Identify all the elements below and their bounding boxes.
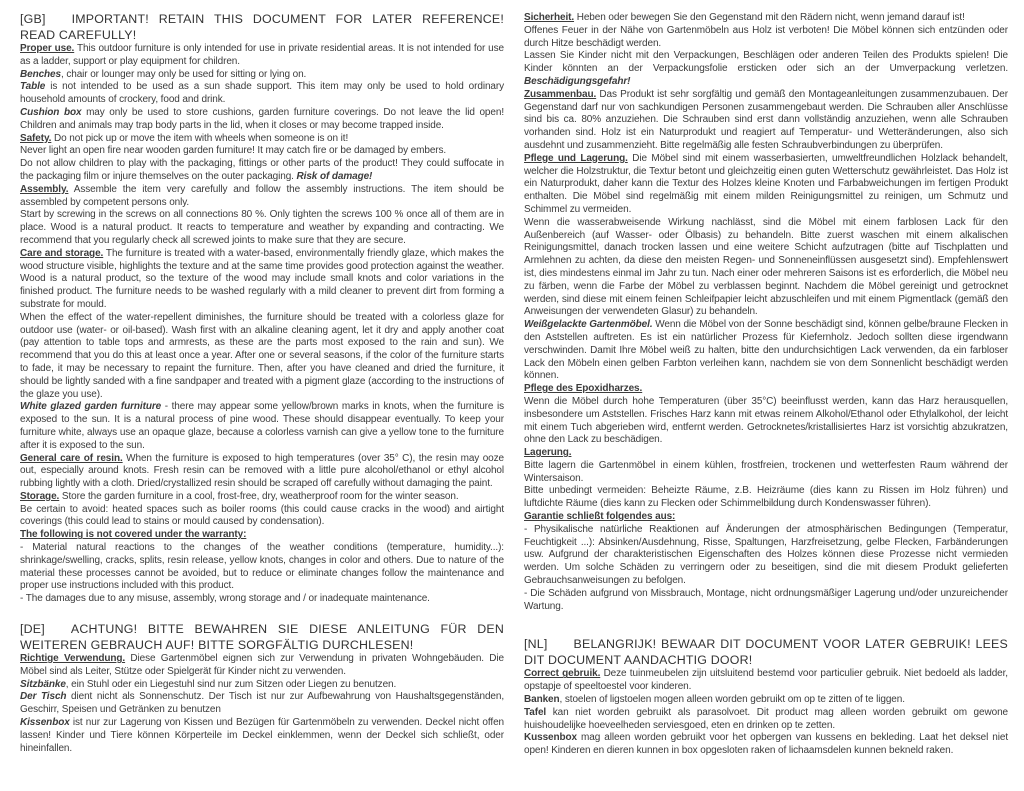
text-run: Care and storage. xyxy=(20,247,104,259)
paragraph xyxy=(20,453,504,491)
text-run: When the effect of the water-repellent diminishes, the furniture should be treated with a colorless glaze for outdoor use (water- or oil-based). Wash first with an alkaline cleaning agent, let it dry and apply another coat (pay attention to table tops and armrests, as these are the parts most exposed to the rain and sun). We recommend that you do this at least once a year. After one or several seasons, if the color of the furniture starts to fade, it may be necessary to repaint the furniture. Then, after you have cleaned and dried the furniture, it should be lightly sanded with a fine sandpaper and treated with a pigment glaze (according to the instructions of the glaze you use). xyxy=(20,311,504,400)
text-run: Store the garden furniture in a cool, frost-free, dry, weatherproof room for the winter season. xyxy=(59,490,459,502)
paragraph xyxy=(524,319,1008,383)
text-run: Zusammenbau. xyxy=(524,88,597,100)
paragraph xyxy=(524,50,1008,88)
paragraph xyxy=(20,717,504,755)
text-run: Kussenbox xyxy=(524,732,578,744)
text-run: Sicherheit. xyxy=(524,12,575,23)
language-tag: [DE] xyxy=(20,622,45,637)
paragraph xyxy=(20,133,504,146)
heading-text: BELANGRIJK! BEWAAR DIT DOCUMENT VOOR LATER GEBRUIK! LEES DIT DOCUMENT AANDACHTIG DOOR! xyxy=(524,637,1008,667)
paragraph xyxy=(20,542,504,593)
text-run: This outdoor furniture is only intended for use in private residential areas. It is not intended for use as a ladder, support or play equipment for children. xyxy=(20,43,504,67)
text-run: dient nicht als Sonnenschutz. Der Tisch ist nur zur Aufbewahrung von Haushaltsgegenständen, Geschirr, Speisen und Getränken zu benutzen xyxy=(20,691,505,716)
paragraph xyxy=(20,158,504,184)
text-run: Pflege des Epoxidharzes. xyxy=(524,383,643,395)
paragraph xyxy=(524,12,1008,25)
text-run: Wenn die Möbel durch hohe Temperaturen (über 35°C) beeinflusst werden, kann das Harz herausquellen, insbesondere um Aststellen. Frisches Harz kann mit etwas reinem Alkohol/Ethanol oder Ethylalkohol, der leicht mit einem Tuch abgerieben wird, entfernt werden. Getrocknetes/kristallisiertes Harz ist vorsichtig abzukratzen, ohne den Lack zu beschädigen. xyxy=(524,395,1008,446)
paragraph xyxy=(524,89,1008,153)
text-run: , stoelen of ligstoelen mogen alleen worden gebruikt om op te zitten of te liggen. xyxy=(559,694,905,706)
text-run: Do not pick up or move the item with wheels when someone is on it! xyxy=(51,132,349,144)
paragraph xyxy=(524,732,1008,758)
text-run: Tafel xyxy=(524,706,547,718)
text-run: Cushion box xyxy=(20,106,82,118)
paragraph xyxy=(20,81,504,107)
text-run: Weißgelackte Gartenmöbel. xyxy=(524,319,653,331)
heading-text: IMPORTANT! RETAIN THIS DOCUMENT FOR LATER REFERENCE! READ CAREFULLY! xyxy=(20,12,504,42)
paragraph xyxy=(524,588,1008,614)
text-run: - The damages due to any misuse, assembly, wrong storage and / or inadequate maintenance. xyxy=(20,593,430,605)
paragraph xyxy=(20,679,504,692)
text-run: Safety. xyxy=(20,132,52,144)
section-heading-nl xyxy=(524,637,1008,668)
text-run: Risk of damage! xyxy=(296,170,373,182)
section-heading-de xyxy=(20,622,504,653)
text-run: Proper use. xyxy=(20,43,75,54)
text-run: Bitte lagern die Gartenmöbel in einem kühlen, frostfreien, trockenen und wetterfesten Raum während der Wintersaison. xyxy=(524,459,1008,484)
section-heading-gb xyxy=(20,12,504,43)
paragraph xyxy=(20,107,504,133)
paragraph xyxy=(20,248,504,312)
paragraph xyxy=(20,312,504,402)
text-run: Richtige Verwendung. xyxy=(20,653,126,665)
paragraph xyxy=(20,209,504,247)
column-right xyxy=(524,12,1008,791)
text-run: ist nur zur Lagerung von Kissen und Bezügen für Gartenmöbeln zu verwenden. Deckel nicht offen lassen! Kinder und Tiere können Körperteile im Deckel einklemmen, wenn der Deckel sich schließt, oder hineinfallen. xyxy=(20,717,504,754)
section-gb xyxy=(20,12,504,606)
paragraph xyxy=(20,529,504,542)
text-run: Start by screwing in the screws on all connections 80 %. Only tighten the screws 100 % once all of them are in place. Wood is a natural product. It reacts to temperature and weather by expanding and contracting. We recommend that you regularly check all screwed joints to make sure that they are secure. xyxy=(20,209,504,246)
paragraph xyxy=(20,491,504,504)
text-run: Kissenbox xyxy=(20,717,70,729)
text-run: Deze tuinmeubelen zijn uitsluitend bestemd voor particulier gebruik. Niet bedoeld als ladder, opstapje of speeltoestel voor kinderen. xyxy=(524,668,1008,693)
text-run: Do not allow children to play with the packaging, fittings or other parts of the product! They could suffocate in the packaging film or injure themselves on the outer packaging. xyxy=(20,158,504,182)
paragraph xyxy=(524,396,1008,447)
text-run: is not intended to be used as a sun shade support. This item may only be used to hold ordinary household amounts of crockery, food and drink. xyxy=(20,81,504,106)
text-run: When the furniture is exposed to high temperatures (over 35° C), the resin may ooze out, especially around knots. Fresh resin can be removed with a little pure alcohol/ethanol or ethyl alcohol rubbing lightly with a cloth. Dried/crystallized resin should be scraped off carefully without damaging the paint. xyxy=(20,452,504,490)
text-run: Table xyxy=(20,81,46,93)
text-run: Sitzbänke xyxy=(20,678,66,690)
section-de xyxy=(20,622,504,755)
text-run: The furniture is treated with a water-based, environmentally friendly glaze, which makes the wood structure visible, highlights the texture and at the same time provides good protection against the weather. Wood is a natural product, so the texture of the wood may include small knots and color variations in the finished product. The furniture needs to be washed regularly with a mild cleaner to prevent dirt from forming a substrate for mould. xyxy=(20,247,504,310)
text-run: Diese Gartenmöbel eignen sich zur Verwendung in privaten Wohngebäuden. Die Möbel sind als Leiter, Stütze oder Spielgerät für Kinder nicht zu verwenden. xyxy=(20,653,504,677)
paragraph xyxy=(524,153,1008,217)
text-run: White glazed garden furniture xyxy=(20,401,162,413)
column-left xyxy=(20,12,504,791)
text-run: Never light an open fire near wooden garden furniture! It may catch fire or be damaged by embers. xyxy=(20,145,447,157)
text-run: Assemble the item very carefully and follow the assembly instructions. The item should be assembled by competent persons only. xyxy=(20,183,504,208)
text-run: Heben oder bewegen Sie den Gegenstand mit den Rädern nicht, wenn jemand darauf ist! xyxy=(574,12,965,23)
paragraph xyxy=(524,447,1008,460)
text-run: Be certain to avoid: heated spaces such as boiler rooms (this could cause cracks in the wood) and airtight coverings (this could lead to stains or mould caused by condensation). xyxy=(20,503,504,528)
text-run: Pflege und Lagerung. xyxy=(524,152,628,164)
text-run: Beschädigungsgefahr! xyxy=(524,75,631,87)
text-run: kan niet worden gebruikt als parasolvoet. Dit product mag alleen worden gebruikt om gewone huishoudelijke hoeveelheden serviesgoed, eten en drinken op te zetten. xyxy=(524,706,1008,731)
text-run: Lassen Sie Kinder nicht mit den Verpackungen, Beschlägen oder anderen Teilen des Produkts spielen! Die Kinder könnten an der Verpackungsfolie ersticken oder sich an der Umverpackung verletzen. xyxy=(524,50,1008,75)
paragraph xyxy=(524,524,1008,588)
paragraph xyxy=(20,43,504,69)
text-run: - Die Schäden aufgrund von Missbrauch, Montage, nicht ordnungsmäßiger Lagerung und/oder unzureichender Wartung. xyxy=(524,587,1008,612)
paragraph xyxy=(20,184,504,210)
text-run: Banken xyxy=(524,694,560,706)
text-run: Wenn die wasserabweisende Wirkung nachlässt, sind die Möbel mit einem farblosen Lack für den Außenbereich (auf Wasser- oder Ölbasis) zu behandeln. Bitte zuerst waschen mit einem alkalischen Reinigungsmittel, danach trocken lassen und eine weitere Schicht aufzutragen (bitte auf Tischplatten und Armlehnen zu achten, da diese den meisten Regen- und Sonneneinflüssen ausgesetzt sind). Empfehlenswert ist, dies mindestens einmal im Jahr zu tun. Nach einer oder mehreren Saisons ist es erforderlich, die Möbel neu zu färben, wenn die Farbe der Möbel zu verblassen beginnt. Nachdem die Möbel gereinigt und getrocknet werden, sind diese mit einem feinen Schleifpapier leicht abzuschleifen und mit einem Pigmentlack (gemäß den Anweisungen der verwendeten Glasur) zu behandeln. xyxy=(524,216,1008,318)
paragraph xyxy=(524,217,1008,319)
text-run: - there may appear some yellow/brown marks in knots, when the furniture is exposed to the sun. It is a natural process of pine wood. These should disappear eventually. To keep your furniture white, always use an opaque glaze, because a colorless varnish can give a yellow tone to the furniture after it is exposed to the sun. xyxy=(20,401,505,451)
paragraph xyxy=(524,485,1008,511)
paragraph xyxy=(524,383,1008,396)
text-run: Offenes Feuer in der Nähe von Gartenmöbeln aus Holz ist verboten! Die Möbel können sich entzünden oder durch Hitze beschädigt werden. xyxy=(524,24,1008,49)
paragraph xyxy=(20,653,504,679)
paragraph xyxy=(20,401,504,452)
language-tag: [GB] xyxy=(20,12,46,26)
text-run: , ein Stuhl oder ein Liegestuhl sind nur zum Sitzen oder Liegen zu benutzen. xyxy=(65,678,397,690)
text-run: - Material natural reactions to the changes of the weather conditions (temperature, humidity...): shrinkage/swelling, cracks, splits, resin release, yellow knots, changes in color and others. Due to nature of the material these processes cannot be avoided, but to reduce or eliminate changes follow the maintenance and proper use instructions included with this product. xyxy=(20,542,504,592)
paragraph xyxy=(524,25,1008,51)
text-run: The following is not covered under the warranty: xyxy=(20,529,247,541)
text-run: Wenn die Möbel von der Sonne beschädigt sind, können gelbe/braune Flecken in den Aststellen auftreten. Es ist ein natürlicher Prozess für Kiefernholz. Jedoch sollten diese irgendwann verschwinden. Damit Ihre Möbel weiß zu halten, bitte den undurchsichtigen Lack verwenden, da ein farbloser Lack den Möbeln einen gelben Farbton verleihen kann, nachdem sie von dem Sonnenlicht beschädigt werden können. xyxy=(524,319,1008,382)
paragraph xyxy=(524,460,1008,486)
paragraph xyxy=(524,694,1008,707)
text-run: Storage. xyxy=(20,490,60,502)
paragraph xyxy=(20,504,504,530)
text-run: Correct gebruik. xyxy=(524,668,601,680)
text-run: Bitte unbedingt vermeiden: Beheizte Räume, z.B. Heizräume (dies kann zu Rissen im Holz führen) und luftdichte Räume (dies kann zu Flecken oder Schimmelbildung durch Kondenswasser führen). xyxy=(524,485,1008,510)
paragraph xyxy=(20,691,504,717)
text-run: Lagerung. xyxy=(524,447,572,459)
paragraph xyxy=(524,668,1008,694)
paragraph xyxy=(20,69,504,82)
text-run: - Physikalische natürliche Reaktionen auf Änderungen der atmosphärischen Bedingungen (Temperatur, Feuchtigkeit ...): Absinken/Ausdehnung, Risse, Spaltungen, Harzfreisetzung, gelbe Flecken, Farbänderungen usw. Aufgrund der charakteristischen Eigenschaften des Holzes können diese Prozesse nicht vermieden werden. Um solche Schäden zu verringern oder zu beseitigen, sind die mit diesem Produkt gelieferten Gebrauchsanweisungen zu befolgen. xyxy=(524,523,1008,587)
text-run: Das Produkt ist sehr sorgfältig und gemäß den Montageanleitungen zusammenzubauen. Der Gegenstand darf nur von sachkundigen Personen zusammengebaut werden. Die Schrauben aller Anschlüsse sind bis ca. 80% anzuziehen. Die Schrauben sind erst dann vollständig anzuziehen, wenn alle Schrauben vorhanden sind. Holz ist ein Naturprodukt und reagiert auf Temperatur- und Wetteränderungen, also sich ausdehnt und zusammenzieht. Bitte regelmäßig alle festen Schraubverbindungen zu überprüfen. xyxy=(524,88,1008,151)
paragraph xyxy=(20,145,504,158)
text-run: Assembly. xyxy=(20,183,69,195)
text-run: Die Möbel sind mit einem wasserbasierten, umweltfreundlichen Holzlack behandelt, welcher die Holzstruktur, die Textur betont und gleichzeitig einen guten Wetterschutz gewährleistet. Das Holz ist ein Naturprodukt, daher kann die Textur des Holzes kleine Knoten und Farbabweichungen im fertigen Produkt enthalten. Die Möbel sind regelmäßig mit einem milden Reinigungsmittel zu reinigen, um Schmutz und Schimmel zu vermeiden. xyxy=(524,152,1008,215)
paragraph xyxy=(524,511,1008,524)
paragraph xyxy=(524,707,1008,733)
section-de-continued xyxy=(524,12,1008,613)
text-run: General care of resin. xyxy=(20,452,123,464)
language-tag: [NL] xyxy=(524,637,548,652)
text-run: Der Tisch xyxy=(20,691,67,703)
heading-text: ACHTUNG! BITTE BEWAHREN SIE DIESE ANLEITUNG FÜR DEN WEITEREN GEBRAUCH AUF! BITTE SORGFÄLTIG DURCHLESEN! xyxy=(20,622,504,652)
text-run: , chair or lounger may only be used for sitting or lying on. xyxy=(61,68,307,80)
section-nl xyxy=(524,637,1008,758)
text-run: Garantie schließt folgendes aus: xyxy=(524,511,676,523)
text-run: mag alleen worden gebruikt voor het opbergen van kussens en bekleding. Laat het deksel niet open! Kinderen en dieren kunnen in box opgesloten raken of lichaamsdelen kunnen bekneld raken. xyxy=(524,732,1008,757)
text-run: Benches xyxy=(20,68,61,80)
text-run: may only be used to store cushions, garden furniture coverings. Do not leave the lid open! Children and animals may trap body parts in the lid, when it closes or may become trapped inside. xyxy=(20,106,504,131)
paragraph xyxy=(20,593,504,606)
